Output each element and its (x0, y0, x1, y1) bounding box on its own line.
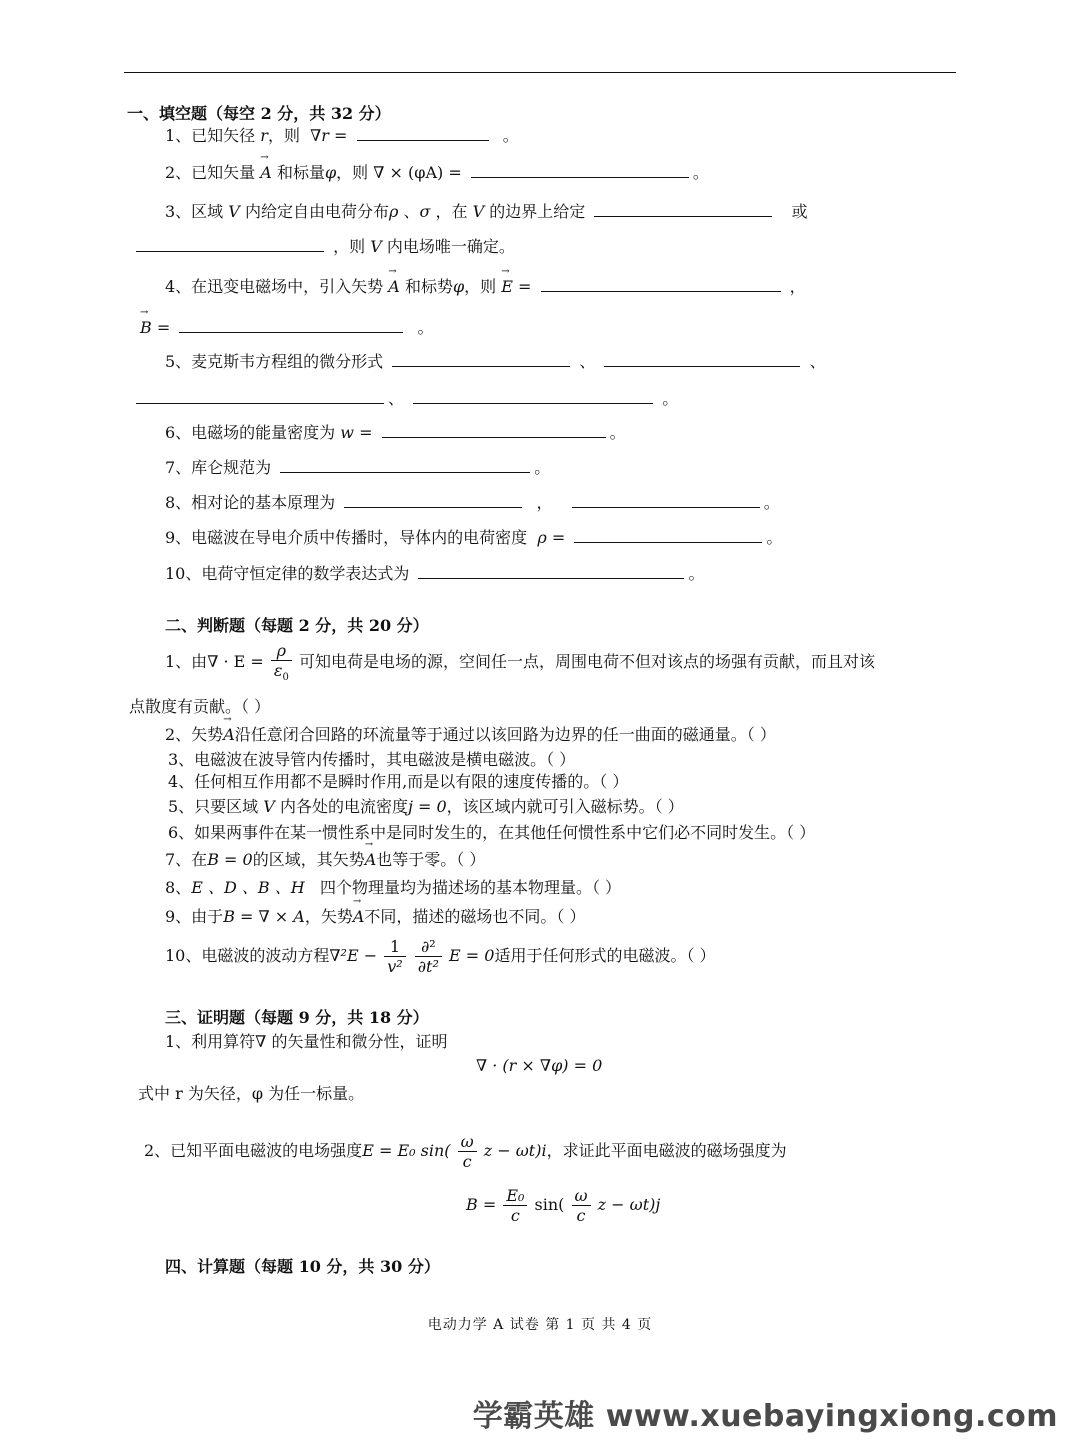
s1-q7: 7、库仑规范为 。 (165, 458, 551, 477)
blank-q5a[interactable] (392, 352, 570, 367)
s1-q9: 9、电磁波在导电介质中传播时，导体内的电荷密度 ρ = 。 (165, 528, 783, 547)
blank-q5c[interactable] (136, 389, 384, 404)
s3-p1-formula: ∇ · (r × ∇φ) = 0 (476, 1056, 603, 1075)
top-rule (124, 72, 956, 73)
blank-q7[interactable] (280, 458, 530, 473)
blank-q9[interactable] (574, 528, 762, 543)
blank-q3b[interactable] (136, 237, 324, 252)
s2-item-5: 5、只要区域 V 内各处的电流密度j = 0，该区域内就可引入磁标势。（ ） (168, 797, 684, 816)
s1-q3: 3、区域 V 内给定自由电荷分布ρ 、σ ，在 V 的边界上给定 或 (165, 202, 808, 221)
blank-q5d[interactable] (413, 389, 653, 404)
s1-q8: 8、相对论的基本原理为 ， 。 (165, 493, 780, 512)
s2-item-4: 4、任何相互作用都不是瞬时作用,而是以有限的速度传播的。（ ） (168, 772, 629, 791)
s1-q6: 6、电磁场的能量密度为 w = 。 (165, 423, 626, 442)
section4-heading: 四、计算题（每题 10 分，共 30 分） (165, 1257, 440, 1276)
s3-p2-formula: B = $\frac{\text{E₀}}{c}$ sin( $\frac{\omega}{c}$ z − ωt)j (466, 1186, 661, 1226)
blank-q4b[interactable] (179, 318, 403, 333)
blank-q6[interactable] (382, 423, 606, 438)
s2-item-2: 2、矢势→ A沿任意闭合回路的环流量等于通过以该回路为边界的任一曲面的磁通量。（ ） (165, 725, 776, 745)
s1-q10: 10、电荷守恒定律的数学表达式为 。 (165, 564, 705, 583)
s2-item-8: 8、E 、D 、B 、H 四个物理量均为描述场的基本物理量。（ ） (165, 878, 622, 897)
blank-q10[interactable] (418, 564, 684, 579)
blank-q3a[interactable] (594, 202, 772, 217)
s1-q3-cont: ，则 V 内电场唯一确定。 (136, 237, 515, 257)
s1-q1: 1、已知矢径 r，则 ∇r = 。 (165, 126, 519, 145)
s1-q4-cont: → B = 。 (140, 318, 434, 338)
s2-item-7: 7、在B = 0的区域，其矢势→ A也等于零。（ ） (165, 850, 485, 870)
s1-q5: 5、麦克斯韦方程组的微分形式 、 、 (165, 352, 826, 371)
blank-q8b[interactable] (572, 493, 760, 508)
section2-heading: 二、判断题（每题 2 分，共 20 分） (165, 616, 429, 635)
page-footer: 电动力学 A 试卷 第 1 页 共 4 页 (427, 1317, 653, 1333)
blank-q5b[interactable] (604, 352, 800, 367)
s3-p1-note: 式中 r 为矢径，φ 为任一标量。 (138, 1084, 365, 1103)
s1-q5-cont: 、 。 (136, 389, 678, 409)
s2-item-3: 3、电磁波在波导管内传播时，其电磁波是横电磁波。（ ） (168, 750, 576, 769)
blank-q4e[interactable] (541, 277, 781, 292)
section3-heading: 三、证明题（每题 9 分，共 18 分） (165, 1008, 429, 1027)
blank-q8a[interactable] (344, 493, 522, 508)
s2-item-9: 9、由于B = ∇ × A，矢势→ A不同，描述的磁场也不同。（ ） (165, 907, 586, 927)
s3-p1-text: 1、利用算符∇ 的矢量性和微分性，证明 (165, 1032, 448, 1051)
blank-q2[interactable] (471, 163, 689, 178)
s2-item-6: 6、如果两事件在某一惯性系中是同时发生的，在其他任何惯性系中它们必不同时发生。（ ） (168, 823, 816, 842)
s3-p2: 2、已知平面电磁波的电场强度E = E₀ sin( $\frac{\omega}{c}$ z − ωt)i，求证此平面电磁波的磁场强度为 (144, 1132, 787, 1172)
watermark: 学霸英雄 www.xuebayingxiong.com (472, 1399, 1058, 1434)
blank-q1[interactable] (357, 126, 489, 141)
section1-heading: 一、填空题（每空 2 分，共 32 分） (127, 104, 391, 123)
s2-item-10: 10、电磁波的波动方程∇²E − $\frac{1}{\text{v²}}$ $\frac{\text{∂²}}{\text{∂t²}}$ E = 0适用于任何形式的电磁波。（ ） (165, 937, 716, 977)
s1-q4: 4、在迅变电磁场中，引入矢势 → A 和标势φ，则 → E = ， (165, 277, 806, 297)
s2-item-1-cont: 点散度有贡献。（ ） (129, 697, 271, 716)
s2-item-1: 1、由∇ · E = $\frac{\rho}{\varepsilon_0}$ 可知电荷是电场的源，空间任一点，周围电荷不但对该点的场强有贡献，而且对该 (165, 641, 875, 684)
s1-q2: 2、已知矢量 → A 和标量φ，则 ∇ × (φA) = 。 (165, 163, 709, 183)
